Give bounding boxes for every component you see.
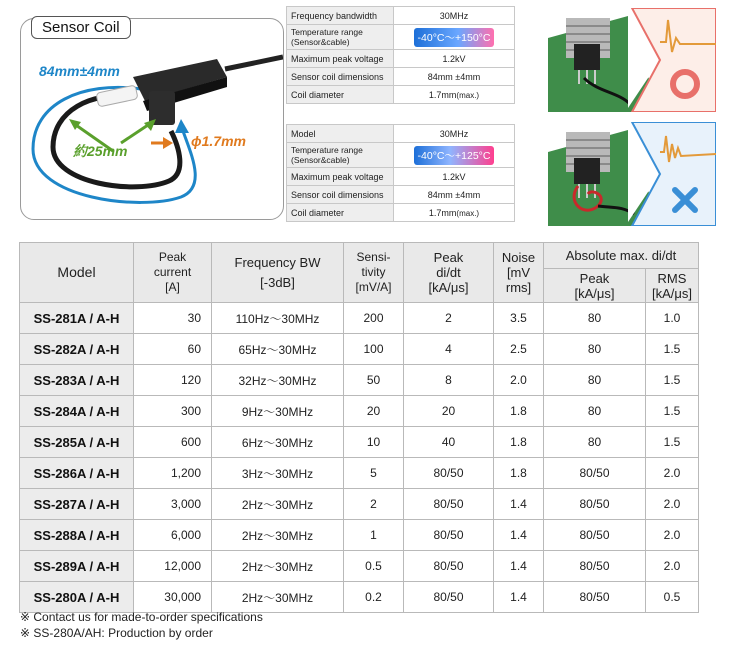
cell-model: SS-285A / A-H xyxy=(20,427,134,458)
cell-model: SS-288A / A-H xyxy=(20,520,134,551)
cell-abs-peak: 80 xyxy=(544,396,646,427)
table-row xyxy=(20,458,699,489)
cell-peak-didt: 8 xyxy=(404,365,494,396)
cell-abs-peak: 80 xyxy=(544,427,646,458)
table-row xyxy=(20,334,699,365)
cell-abs-peak: 80 xyxy=(544,334,646,365)
cell-peak-current: 300 xyxy=(134,396,212,427)
cell-noise: 1.8 xyxy=(494,396,544,427)
spec-row xyxy=(287,186,515,204)
spec-value: 84mm ±4mm xyxy=(394,186,515,204)
spec-value: 1.2kV xyxy=(394,50,515,68)
header-sensitivity: Sensi- tivity [mV/A] xyxy=(344,243,404,303)
cell-abs-rms: 1.0 xyxy=(646,303,699,334)
spec-row xyxy=(287,168,515,186)
table-row xyxy=(20,427,699,458)
cell-peak-current: 30 xyxy=(134,303,212,334)
cell-noise: 2.5 xyxy=(494,334,544,365)
cell-abs-peak: 80/50 xyxy=(544,489,646,520)
spec-value: 1.7mm(max.) xyxy=(394,204,515,222)
table-row xyxy=(20,303,699,334)
header-absolute-max-didt: Absolute max. di/dt xyxy=(544,243,699,269)
table-row xyxy=(20,520,699,551)
cell-sensitivity: 0.2 xyxy=(344,582,404,613)
cell-abs-peak: 80/50 xyxy=(544,582,646,613)
cell-abs-peak: 80/50 xyxy=(544,520,646,551)
cell-abs-peak: 80/50 xyxy=(544,551,646,582)
spec-table-1 xyxy=(286,6,515,104)
cell-freq-bw: 32Hz～30MHz xyxy=(212,365,344,396)
cell-abs-peak: 80 xyxy=(544,303,646,334)
spec-label: Coil diameter xyxy=(287,204,394,222)
spec-row xyxy=(287,143,515,168)
footnote: ※ SS-280A/AH: Production by order xyxy=(20,626,213,640)
cell-noise: 1.8 xyxy=(494,427,544,458)
sensor-coil-drawing xyxy=(21,19,283,219)
cell-noise: 2.0 xyxy=(494,365,544,396)
cell-peak-didt: 80/50 xyxy=(404,489,494,520)
cell-abs-rms: 0.5 xyxy=(646,582,699,613)
spec-row xyxy=(287,50,515,68)
spec-row xyxy=(287,68,515,86)
sensor-coil-title: Sensor Coil xyxy=(31,16,131,39)
table-row xyxy=(20,396,699,427)
cell-peak-current: 6,000 xyxy=(134,520,212,551)
spec-label: Temperature range (Sensor&cable) xyxy=(287,143,394,168)
cell-sensitivity: 100 xyxy=(344,334,404,365)
spec-value xyxy=(394,143,515,168)
spec-value: 30MHz xyxy=(394,125,515,143)
cell-peak-didt: 2 xyxy=(404,303,494,334)
cell-peak-didt: 80/50 xyxy=(404,582,494,613)
cell-freq-bw: 110Hz～30MHz xyxy=(212,303,344,334)
product-spec-table xyxy=(19,242,699,613)
spec-label: Maximum peak voltage xyxy=(287,50,394,68)
cell-peak-didt: 4 xyxy=(404,334,494,365)
footnote: ※ Contact us for made-to-order specifications xyxy=(20,610,263,624)
cell-peak-current: 600 xyxy=(134,427,212,458)
cell-sensitivity: 200 xyxy=(344,303,404,334)
length-dimension-label: 84mm±4mm xyxy=(39,63,120,79)
cell-model: SS-280A / A-H xyxy=(20,582,134,613)
spec-label: Sensor coil dimensions xyxy=(287,68,394,86)
cell-abs-peak: 80/50 xyxy=(544,458,646,489)
sensor-coil-panel xyxy=(20,18,284,220)
cell-model: SS-289A / A-H xyxy=(20,551,134,582)
cell-sensitivity: 1 xyxy=(344,520,404,551)
table-row xyxy=(20,365,699,396)
cell-abs-peak: 80 xyxy=(544,365,646,396)
cell-freq-bw: 2Hz～30MHz xyxy=(212,582,344,613)
cell-abs-rms: 1.5 xyxy=(646,427,699,458)
spec-row xyxy=(287,204,515,222)
header-frequency-bw: Frequency BW [-3dB] xyxy=(212,243,344,303)
cell-abs-rms: 1.5 xyxy=(646,334,699,365)
header-peak-didt: Peak di/dt [kA/μs] xyxy=(404,243,494,303)
spec-row xyxy=(287,125,515,143)
cell-peak-didt: 80/50 xyxy=(404,520,494,551)
spec-value: 84mm ±4mm xyxy=(394,68,515,86)
cell-freq-bw: 6Hz～30MHz xyxy=(212,427,344,458)
spec-table-2 xyxy=(286,124,515,222)
cell-abs-rms: 2.0 xyxy=(646,520,699,551)
spec-value: 1.7mm(max.) xyxy=(394,86,515,104)
spec-label: Coil diameter xyxy=(287,86,394,104)
cell-sensitivity: 50 xyxy=(344,365,404,396)
spec-row xyxy=(287,7,515,25)
temperature-range-badge: -40°C～+125°C xyxy=(414,146,495,165)
spec-row xyxy=(287,25,515,50)
cell-model: SS-281A / A-H xyxy=(20,303,134,334)
cell-noise: 1.4 xyxy=(494,520,544,551)
spec-row xyxy=(287,86,515,104)
cell-peak-didt: 20 xyxy=(404,396,494,427)
cell-noise: 1.8 xyxy=(494,458,544,489)
cell-peak-current: 120 xyxy=(134,365,212,396)
table-row xyxy=(20,582,699,613)
header-peak-current: Peak current [A] xyxy=(134,243,212,303)
cell-noise: 1.4 xyxy=(494,582,544,613)
cell-model: SS-284A / A-H xyxy=(20,396,134,427)
header-noise: Noise [mV rms] xyxy=(494,243,544,303)
cell-noise: 3.5 xyxy=(494,303,544,334)
cell-sensitivity: 0.5 xyxy=(344,551,404,582)
cell-freq-bw: 2Hz～30MHz xyxy=(212,520,344,551)
cell-abs-rms: 2.0 xyxy=(646,489,699,520)
cell-abs-rms: 2.0 xyxy=(646,458,699,489)
cell-freq-bw: 2Hz～30MHz xyxy=(212,489,344,520)
cell-peak-didt: 40 xyxy=(404,427,494,458)
approx-length-label: 約25mm xyxy=(73,143,128,159)
cell-abs-rms: 1.5 xyxy=(646,365,699,396)
table-row xyxy=(20,551,699,582)
spec-value: 30MHz xyxy=(394,7,515,25)
header-model: Model xyxy=(20,243,134,303)
cell-abs-rms: 2.0 xyxy=(646,551,699,582)
cell-peak-current: 12,000 xyxy=(134,551,212,582)
cell-noise: 1.4 xyxy=(494,489,544,520)
spec-label: Sensor coil dimensions xyxy=(287,186,394,204)
application-photo-ng xyxy=(548,122,716,226)
cell-noise: 1.4 xyxy=(494,551,544,582)
cell-model: SS-287A / A-H xyxy=(20,489,134,520)
cell-peak-current: 60 xyxy=(134,334,212,365)
footnotes xyxy=(20,609,263,641)
cell-peak-current: 1,200 xyxy=(134,458,212,489)
cell-freq-bw: 3Hz～30MHz xyxy=(212,458,344,489)
spec-label: Maximum peak voltage xyxy=(287,168,394,186)
cell-sensitivity: 10 xyxy=(344,427,404,458)
cell-freq-bw: 2Hz～30MHz xyxy=(212,551,344,582)
cell-peak-didt: 80/50 xyxy=(404,551,494,582)
cell-sensitivity: 2 xyxy=(344,489,404,520)
cell-peak-current: 30,000 xyxy=(134,582,212,613)
header-abs-rms: RMS [kA/μs] xyxy=(646,269,699,303)
cell-abs-rms: 1.5 xyxy=(646,396,699,427)
cell-sensitivity: 20 xyxy=(344,396,404,427)
cell-model: SS-283A / A-H xyxy=(20,365,134,396)
cell-model: SS-282A / A-H xyxy=(20,334,134,365)
cell-freq-bw: 65Hz～30MHz xyxy=(212,334,344,365)
spec-value xyxy=(394,25,515,50)
cell-model: SS-286A / A-H xyxy=(20,458,134,489)
spec-label: Frequency bandwidth xyxy=(287,7,394,25)
cell-sensitivity: 5 xyxy=(344,458,404,489)
spec-value: 1.2kV xyxy=(394,168,515,186)
table-header-row xyxy=(20,243,699,269)
header-abs-peak: Peak [kA/μs] xyxy=(544,269,646,303)
spec-label: Temperature range (Sensor&cable) xyxy=(287,25,394,50)
table-row xyxy=(20,489,699,520)
diameter-label: ϕ1.7mm xyxy=(191,133,246,149)
cell-freq-bw: 9Hz～30MHz xyxy=(212,396,344,427)
application-photo-ok xyxy=(548,8,716,112)
cell-peak-didt: 80/50 xyxy=(404,458,494,489)
cell-peak-current: 3,000 xyxy=(134,489,212,520)
spec-label: Model xyxy=(287,125,394,143)
temperature-range-badge: -40°C～+150°C xyxy=(414,28,495,47)
